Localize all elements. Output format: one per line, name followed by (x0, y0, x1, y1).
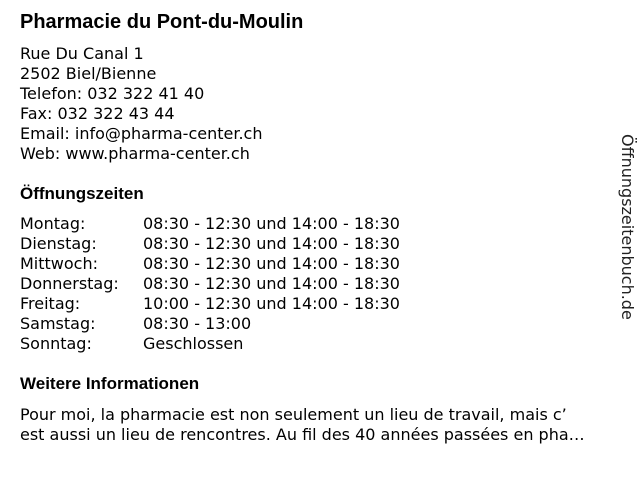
fax-number: Fax: 032 322 43 44 (20, 104, 175, 123)
day-hours: 10:00 - 12:30 und 14:00 - 18:30 (143, 294, 400, 313)
hours-row-wednesday (20, 254, 400, 274)
day-label: Samstag: (20, 314, 96, 333)
day-label: Donnerstag: (20, 274, 119, 293)
day-label: Sonntag: (20, 334, 92, 353)
day-label: Mittwoch: (20, 254, 98, 273)
more-info-line: est aussi un lieu de rencontres. Au fil des 40 années passées en pha… (20, 425, 585, 444)
day-label: Freitag: (20, 294, 81, 313)
email-address: Email: info@pharma-center.ch (20, 124, 263, 143)
day-label: Dienstag: (20, 234, 97, 253)
day-label: Montag: (20, 214, 86, 233)
hours-row-thursday (20, 274, 400, 294)
address-street: Rue Du Canal 1 (20, 44, 144, 63)
day-hours: 08:30 - 12:30 und 14:00 - 18:30 (143, 254, 400, 273)
day-hours: 08:30 - 13:00 (143, 314, 252, 333)
more-info-line: Pour moi, la pharmacie est non seulement un lieu de travail, mais c’ (20, 405, 567, 424)
more-info-title: Weitere Informationen (20, 374, 200, 393)
pharmacy-name: Pharmacie du Pont-du-Moulin (20, 11, 304, 33)
hours-row-friday (20, 294, 400, 314)
opening-hours-title: Öffnungszeiten (20, 184, 144, 203)
phone-number: Telefon: 032 322 41 40 (20, 84, 205, 103)
address-city: 2502 Biel/Bienne (20, 64, 157, 83)
hours-row-sunday (20, 334, 400, 354)
day-hours: 08:30 - 12:30 und 14:00 - 18:30 (143, 234, 400, 253)
website: Web: www.pharma-center.ch (20, 144, 250, 163)
opening-hours-table (20, 214, 400, 354)
contact-block (20, 44, 262, 164)
more-info-text (20, 405, 632, 445)
day-hours: 08:30 - 12:30 und 14:00 - 18:30 (143, 274, 400, 293)
hours-row-tuesday (20, 234, 400, 254)
day-hours: 08:30 - 12:30 und 14:00 - 18:30 (143, 214, 400, 233)
day-hours: Geschlossen (143, 334, 244, 353)
hours-row-monday (20, 214, 400, 234)
watermark-text: Öffnungszeitenbuch.de (618, 134, 637, 320)
hours-row-saturday (20, 314, 400, 334)
